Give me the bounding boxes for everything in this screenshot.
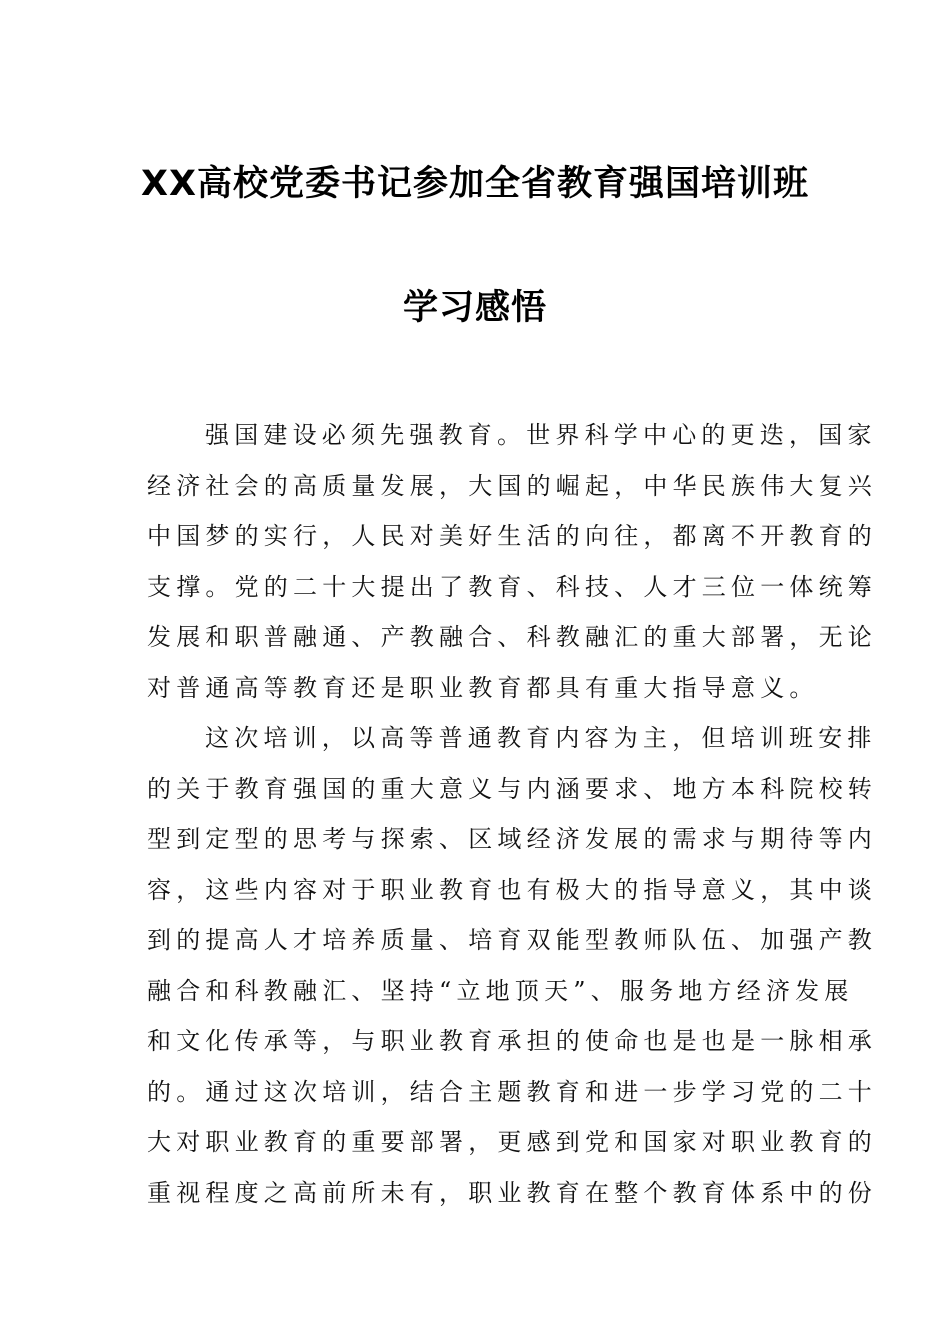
paragraph-2 xyxy=(147,713,877,1218)
text-line: 大对职业教育的重要部署，更感到党和国家对职业教育的 xyxy=(147,1128,877,1156)
text-line: 经济社会的高质量发展，大国的崛起，中华民族伟大复兴 xyxy=(147,471,877,500)
text-line: 容，这些内容对于职业教育也有极大的指导意义，其中谈 xyxy=(147,875,877,904)
text-line: 的关于教育强国的重大意义与内涵要求、地方本科院校转 xyxy=(147,774,877,803)
text-line: 到的提高人才培养质量、培育双能型教师队伍、加强产教 xyxy=(147,926,877,954)
paragraph-1 xyxy=(147,410,877,713)
text-line: 中国梦的实行，人民对美好生活的向往，都离不开教育的 xyxy=(147,522,877,550)
document-subtitle: 学习感悟 xyxy=(402,288,547,328)
text-line: 支撑。党的二十大提出了教育、科技、人才三位一体统筹 xyxy=(147,572,877,601)
text-line: 对普通高等教育还是职业教育都具有重大指导意义。 xyxy=(147,673,819,702)
text-line: 这次培训，以高等普通教育内容为主，但培训班安排 xyxy=(205,724,877,752)
text-line: 重视程度之高前所未有，职业教育在整个教育体系中的份 xyxy=(147,1178,877,1207)
text-line: 型到定型的思考与探索、区域经济发展的需求与期待等内 xyxy=(147,825,877,853)
text-line: 融合和科教融汇、坚持“立地顶天”、服务地方经济发展 xyxy=(147,976,854,1005)
document-body xyxy=(147,410,877,1218)
text-line: 发展和职普融通、产教融合、科教融汇的重大部署，无论 xyxy=(147,623,877,651)
text-line: 的。通过这次培训，结合主题教育和进一步学习党的二十 xyxy=(147,1077,877,1106)
text-line: 强国建设必须先强教育。世界科学中心的更迭，国家 xyxy=(205,421,877,449)
document-title: XX高校党委书记参加全省教育强国培训班 xyxy=(141,164,809,204)
text-line: 和文化传承等，与职业教育承担的使命也是也是一脉相承 xyxy=(147,1027,877,1055)
